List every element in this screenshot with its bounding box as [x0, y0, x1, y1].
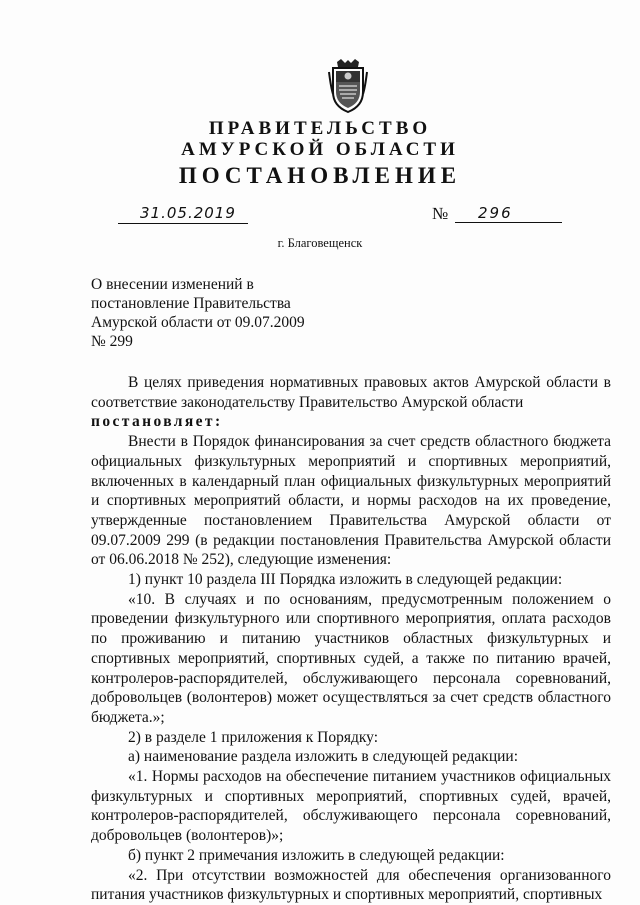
- subject-line: О внесении изменений в: [91, 276, 254, 293]
- number-underline: [455, 222, 562, 223]
- date-underline: [118, 223, 248, 224]
- subject-line: № 299: [91, 333, 133, 350]
- number-label: №: [432, 204, 449, 223]
- body-paragraph: 2) в разделе 1 приложения к Порядку:: [128, 728, 379, 746]
- government-name-line2: АМУРСКОЙ ОБЛАСТИ: [181, 139, 459, 160]
- document-date: 31.05.2019: [140, 204, 236, 222]
- body-paragraph: «2. При отсутствии возможностей для обеспечения организованного питания участников физкультурных и спортивных мероприятий, спортивных: [91, 866, 611, 904]
- coat-of-arms-icon: [327, 58, 369, 114]
- decree-word: постановляет:: [91, 413, 223, 431]
- city-name: г. Благовещенск: [277, 236, 363, 250]
- government-name-line1: ПРАВИТЕЛЬСТВО: [208, 118, 432, 139]
- document-type-title: ПОСТАНОВЛЕНИЕ: [178, 163, 462, 188]
- body-paragraph: а) наименование раздела изложить в следующей редакции:: [128, 748, 519, 766]
- body-paragraph: Внести в Порядок финансирования за счет средств областного бюджета официальных физкультурных мероприятий и спортивных мероприятий, включенных в календарный план официальных физкультурных мероприятий и спортивных мероприятий области, и нормы расходов на их проведение, утвержденные постановлением Правительства Амурской области от 09.07.2009 299 (в редакции постановления Правительства Амурской области от 06.06.2018 № 252), следующие изменения:: [91, 433, 611, 569]
- document-body: [91, 373, 611, 905]
- document-subject: [91, 275, 305, 351]
- subject-line: постановление Правительства: [91, 295, 291, 312]
- body-paragraph: «10. В случаях и по основаниям, предусмотренным положением о проведении физкультурного или спортивного мероприятия, оплата расходов по проживанию и питанию участников областных физкультурных и спортивных мероприятий, спортивных судей, а также по питанию врачей, контролеров-распорядителей, обслуживающего персонала соревнований, добровольцев (волонтеров) может осуществляться за счет средств областного бюджета.»;: [91, 590, 611, 726]
- body-paragraph: б) пункт 2 примечания изложить в следующей редакции:: [128, 846, 505, 864]
- document-number: 296: [478, 204, 513, 222]
- preamble-paragraph: В целях приведения нормативных правовых актов Амурской области в соответствие законодательству Правительство Амурской области: [91, 374, 611, 411]
- body-paragraph: 1) пункт 10 раздела III Порядка изложить в следующей редакции:: [128, 571, 563, 589]
- body-paragraph: «1. Нормы расходов на обеспечение питанием участников официальных физкультурных и спортивных мероприятий, спортивных судей, врачей, контролеров-распорядителей, обслуживающего персонала соревнований, добровольцев (волонтеров)»;: [91, 768, 611, 845]
- subject-line: Амурской области от 09.07.2009: [91, 314, 305, 331]
